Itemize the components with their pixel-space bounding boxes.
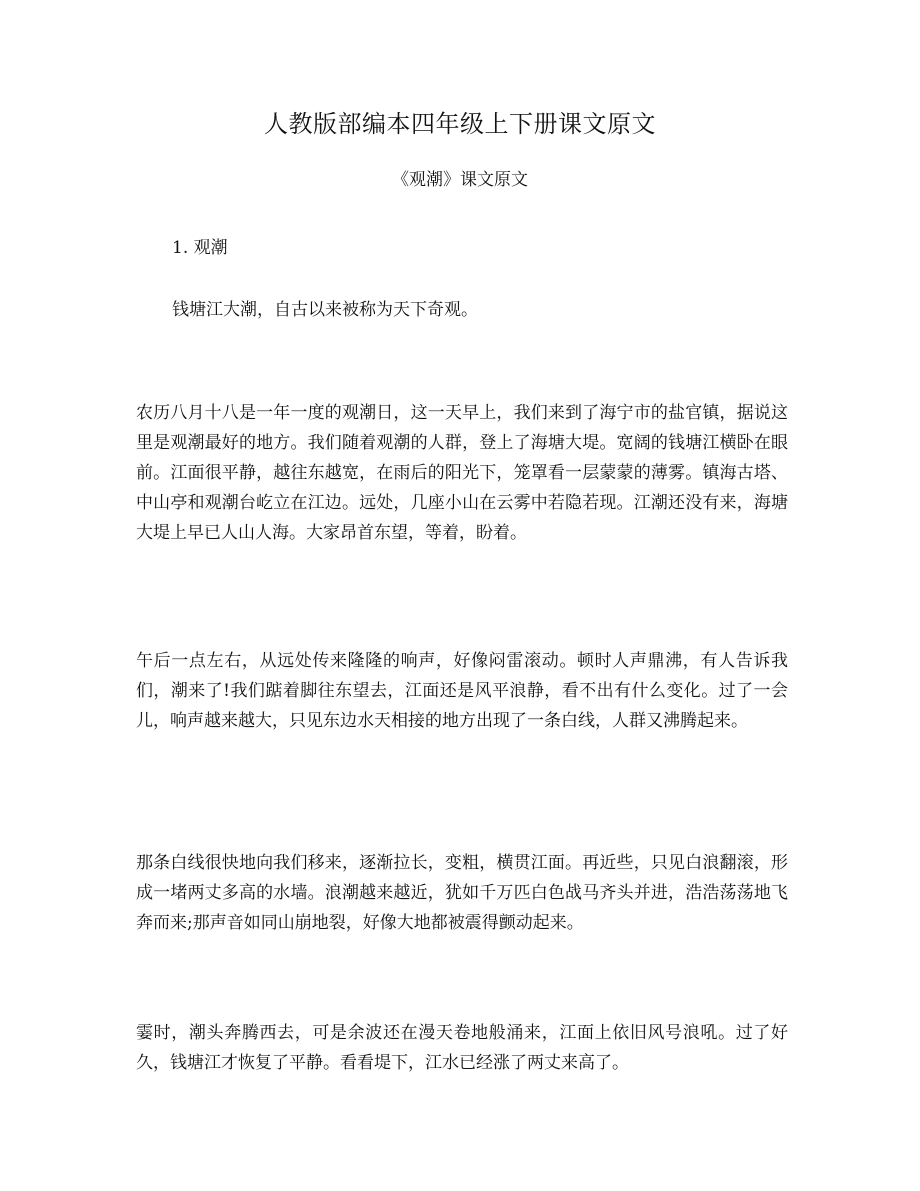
paragraph-3: 那条白线很快地向我们移来，逐渐拉长，变粗，横贯江面。再近些，只见白浪翻滚，形成一堵两丈多高的水墙。浪潮越来越近，犹如千万匹白色战马齐头并进，浩浩荡荡地飞奔而来;那声音如同山崩地裂，好像大地都被震得颤动起来。 <box>136 853 788 933</box>
paragraph-2: 午后一点左右，从远处传来隆隆的响声，好像闷雷滚动。顿时人声鼎沸，有人告诉我们，潮来了!我们踮着脚往东望去，江面还是风平浪静，看不出有什么变化。过了一会儿，响声越来越大，只见东边水天相接的地方出现了一条白线，人群又沸腾起来。 <box>136 651 788 731</box>
paragraph-4: 霎时，潮头奔腾西去，可是余波还在漫天卷地般涌来，江面上依旧风号浪吼。过了好久，钱塘江才恢复了平静。看看堤下，江水已经涨了两丈来高了。 <box>136 1023 788 1073</box>
paragraph-1: 农历八月十八是一年一度的观潮日，这一天早上，我们来到了海宁市的盐官镇，据说这里是观潮最好的地方。我们随着观潮的人群，登上了海塘大堤。宽阔的钱塘江横卧在眼前。江面很平静，越往东越宽，在雨后的阳光下，笼罩看一层蒙蒙的薄雾。镇海古塔、中山亭和观潮台屹立在江边。远处，几座小山在云雾中若隐若现。江潮还没有来，海塘大堤上早已人山人海。大家昂首东望，等着，盼着。 <box>136 403 788 543</box>
section-heading: 1. 观潮 <box>172 238 228 258</box>
document-subtitle: 《观潮》课文原文 <box>392 170 528 190</box>
lead-sentence: 钱塘江大潮，自古以来被称为天下奇观。 <box>172 300 478 320</box>
document-title: 人教版部编本四年级上下册课文原文 <box>264 110 656 138</box>
